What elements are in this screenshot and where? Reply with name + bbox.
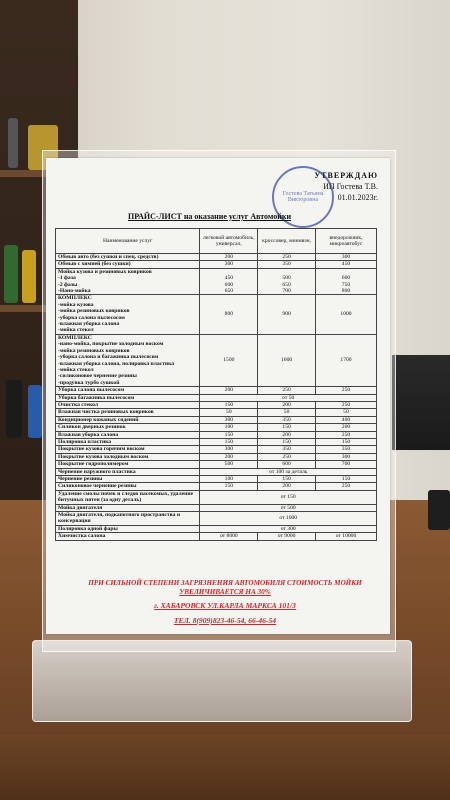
price-cell: 600 750 800 (315, 268, 376, 295)
price-cell: 250 (258, 387, 316, 394)
service-name: Уборка багажника пылесосом (56, 394, 200, 401)
service-name: Мойка двигателя (56, 504, 200, 511)
price-cell: 50 (315, 409, 376, 416)
price-cell: 250 (315, 401, 376, 408)
surcharge-notice (60, 579, 390, 597)
price-cell: 50 (200, 409, 258, 416)
bottle (28, 385, 42, 438)
price-cell: 1500 (200, 334, 258, 386)
service-name: Покрытие кузова холодным воском (56, 453, 200, 460)
price-cell: 200 (200, 453, 258, 460)
price-cell: 500 650 700 (258, 268, 316, 295)
table-row (56, 438, 377, 445)
price-cell: от 1000 (200, 512, 377, 526)
document-title: ПРАЙС-ЛИСТ на оказание услуг Автомойки (128, 212, 292, 221)
price-cell: 450 600 650 (200, 268, 258, 295)
price-cell: 400 (315, 416, 376, 423)
price-cell: от 300 (200, 525, 377, 532)
chair-back (392, 355, 450, 450)
price-cell: 100 (200, 476, 258, 483)
approval-person: ИП Гостева Т.В. (323, 182, 378, 191)
price-cell: 200 (258, 401, 316, 408)
price-cell: от 10000 (315, 533, 376, 540)
service-name: Уборка салона пылесосом (56, 387, 200, 394)
approval-header: УТВЕРЖДАЮ (314, 171, 378, 180)
price-cell: 300 (315, 254, 376, 261)
price-cell: 700 (315, 461, 376, 468)
price-cell: 250 (315, 431, 376, 438)
acrylic-stand-base (32, 640, 412, 722)
table-row (56, 394, 377, 401)
table-row (56, 504, 377, 511)
price-cell: 300 (200, 261, 258, 268)
table-row (56, 334, 377, 386)
table-row (56, 461, 377, 468)
price-cell: от 9000 (258, 533, 316, 540)
price-cell: 250 (315, 387, 376, 394)
price-cell: 1600 (258, 334, 316, 386)
table-row (56, 416, 377, 423)
table-row (56, 424, 377, 431)
column-header: кроссовер, минивэн, (258, 229, 316, 254)
table-row (56, 254, 377, 261)
table-row (56, 268, 377, 295)
service-name: Силикон дверных резинок (56, 424, 200, 431)
table-row (56, 431, 377, 438)
price-cell: от 8000 (200, 533, 258, 540)
price-cell: 150 (258, 424, 316, 431)
service-name: КОМПЛЕКС -мойка кузова -мойка резиновых ковриков -уборка салона пылесосом -влажная уборка салона -мойка стекол (56, 295, 200, 334)
column-header: Наименование услуг (56, 229, 200, 254)
table-row (56, 295, 377, 334)
price-cell: 800 (200, 295, 258, 334)
table-row (56, 453, 377, 460)
price-cell: 50 (258, 409, 316, 416)
service-name: Мойка двигателя, подкапотного пространства и консервация (56, 512, 200, 526)
price-cell: 150 (200, 401, 258, 408)
price-cell: 250 (258, 254, 316, 261)
price-cell: 1700 (315, 334, 376, 386)
price-cell: 350 (258, 416, 316, 423)
price-cell: 100 (200, 424, 258, 431)
service-name: КОМПЛЕКС -нано-мойка, покрытие холодным воском -мойка резиновых ковриков -уборка салона и багажника пылесосом -влажная уборка салона, полировка пластика -мойка стекол -силиконовое чернение резины -продувка турбо сушкой (56, 334, 200, 386)
service-name: Чернение резины (56, 476, 200, 483)
service-name: Покрытие гидрополимером (56, 461, 200, 468)
approval-block (308, 170, 378, 203)
price-cell: 250 (258, 453, 316, 460)
price-cell: от 100 за деталь (200, 468, 377, 475)
price-cell: 200 (258, 431, 316, 438)
price-cell: от 500 (200, 504, 377, 511)
table-edge (0, 735, 450, 800)
price-cell: 150 (315, 476, 376, 483)
price-cell: 200 (200, 254, 258, 261)
table-header-row (56, 229, 377, 254)
price-cell: 250 (315, 483, 376, 490)
service-name: Влажная уборка салона (56, 431, 200, 438)
price-cell: 350 (315, 446, 376, 453)
price-cell: 600 (258, 461, 316, 468)
service-name: Химчистка салона (56, 533, 200, 540)
bottle (8, 118, 18, 168)
price-cell: 150 (258, 438, 316, 445)
table-row (56, 401, 377, 408)
table-row (56, 533, 377, 540)
price-cell: 200 (315, 424, 376, 431)
table-row (56, 483, 377, 490)
table-row (56, 490, 377, 504)
table-row (56, 446, 377, 453)
service-name: Обмыв авто (без сушки и спец. средств) (56, 254, 200, 261)
price-cell: 200 (200, 387, 258, 394)
table-row (56, 476, 377, 483)
price-cell: 350 (258, 446, 316, 453)
table-row (56, 468, 377, 475)
table-row (56, 387, 377, 394)
service-name: Мойка кузова и резиновых ковриков -1 фаза -2 фазы -Нано-мойка (56, 268, 200, 295)
stamp-text: Гостева Татьяна Викторовна (282, 191, 324, 203)
service-name: Влажная чистка резиновых ковриков (56, 409, 200, 416)
price-cell: 300 (315, 453, 376, 460)
price-cell: 150 (258, 476, 316, 483)
service-name: Полировка пластика (56, 438, 200, 445)
column-header: легковой автомобиль, универсал, (200, 229, 258, 254)
approval-date: 01.01.2023г. (337, 193, 378, 202)
notice-line: УВЕЛИЧИВАЕТСЯ НА 30% (179, 588, 271, 596)
table-row (56, 409, 377, 416)
bottle (4, 245, 18, 303)
table-row (56, 261, 377, 268)
price-cell: 150 (315, 438, 376, 445)
price-cell: 150 (200, 438, 258, 445)
price-cell: 200 (258, 483, 316, 490)
service-name: Силиконовое чернение резины (56, 483, 200, 490)
remote-control (428, 490, 450, 530)
price-cell: 450 (315, 261, 376, 268)
address: г. ХАБАРОВСК УЛ.КАРЛА МАРКСА 101/3 (154, 601, 296, 610)
price-cell: от 150 (200, 490, 377, 504)
service-name: Обмыв с химией (без сушки) (56, 261, 200, 268)
price-cell: 1000 (315, 295, 376, 334)
price-cell: от 50 (200, 394, 377, 401)
price-cell: 300 (200, 446, 258, 453)
bottle (22, 250, 36, 303)
bottle (6, 380, 22, 438)
price-cell: 150 (200, 431, 258, 438)
service-name: Полировка одной фары (56, 525, 200, 532)
price-cell: 300 (200, 416, 258, 423)
service-name: Чернение наружного пластика (56, 468, 200, 475)
column-header: внедорожник, микроавтобус (315, 229, 376, 254)
service-name: Очистка стекол (56, 401, 200, 408)
price-cell: 500 (200, 461, 258, 468)
service-name: Удаление смолы почек и следов насекомых, удаление битумных пятен (за одну деталь) (56, 490, 200, 504)
service-name: Покрытие кузова горячим воском (56, 446, 200, 453)
table-row (56, 525, 377, 532)
notice-line: ПРИ СИЛЬНОЙ СТЕПЕНИ ЗАГРЯЗНЕНИЯ АВТОМОБИЛЯ СТОИМОСТЬ МОЙКИ (88, 579, 362, 587)
price-cell: 150 (200, 483, 258, 490)
phone: ТЕЛ. 8(909)823-46-54, 66-46-54 (173, 616, 277, 625)
price-cell: 900 (258, 295, 316, 334)
price-table (55, 228, 377, 541)
table-row (56, 512, 377, 526)
service-name: Кондиционер кожаных сидений (56, 416, 200, 423)
price-cell: 350 (258, 261, 316, 268)
